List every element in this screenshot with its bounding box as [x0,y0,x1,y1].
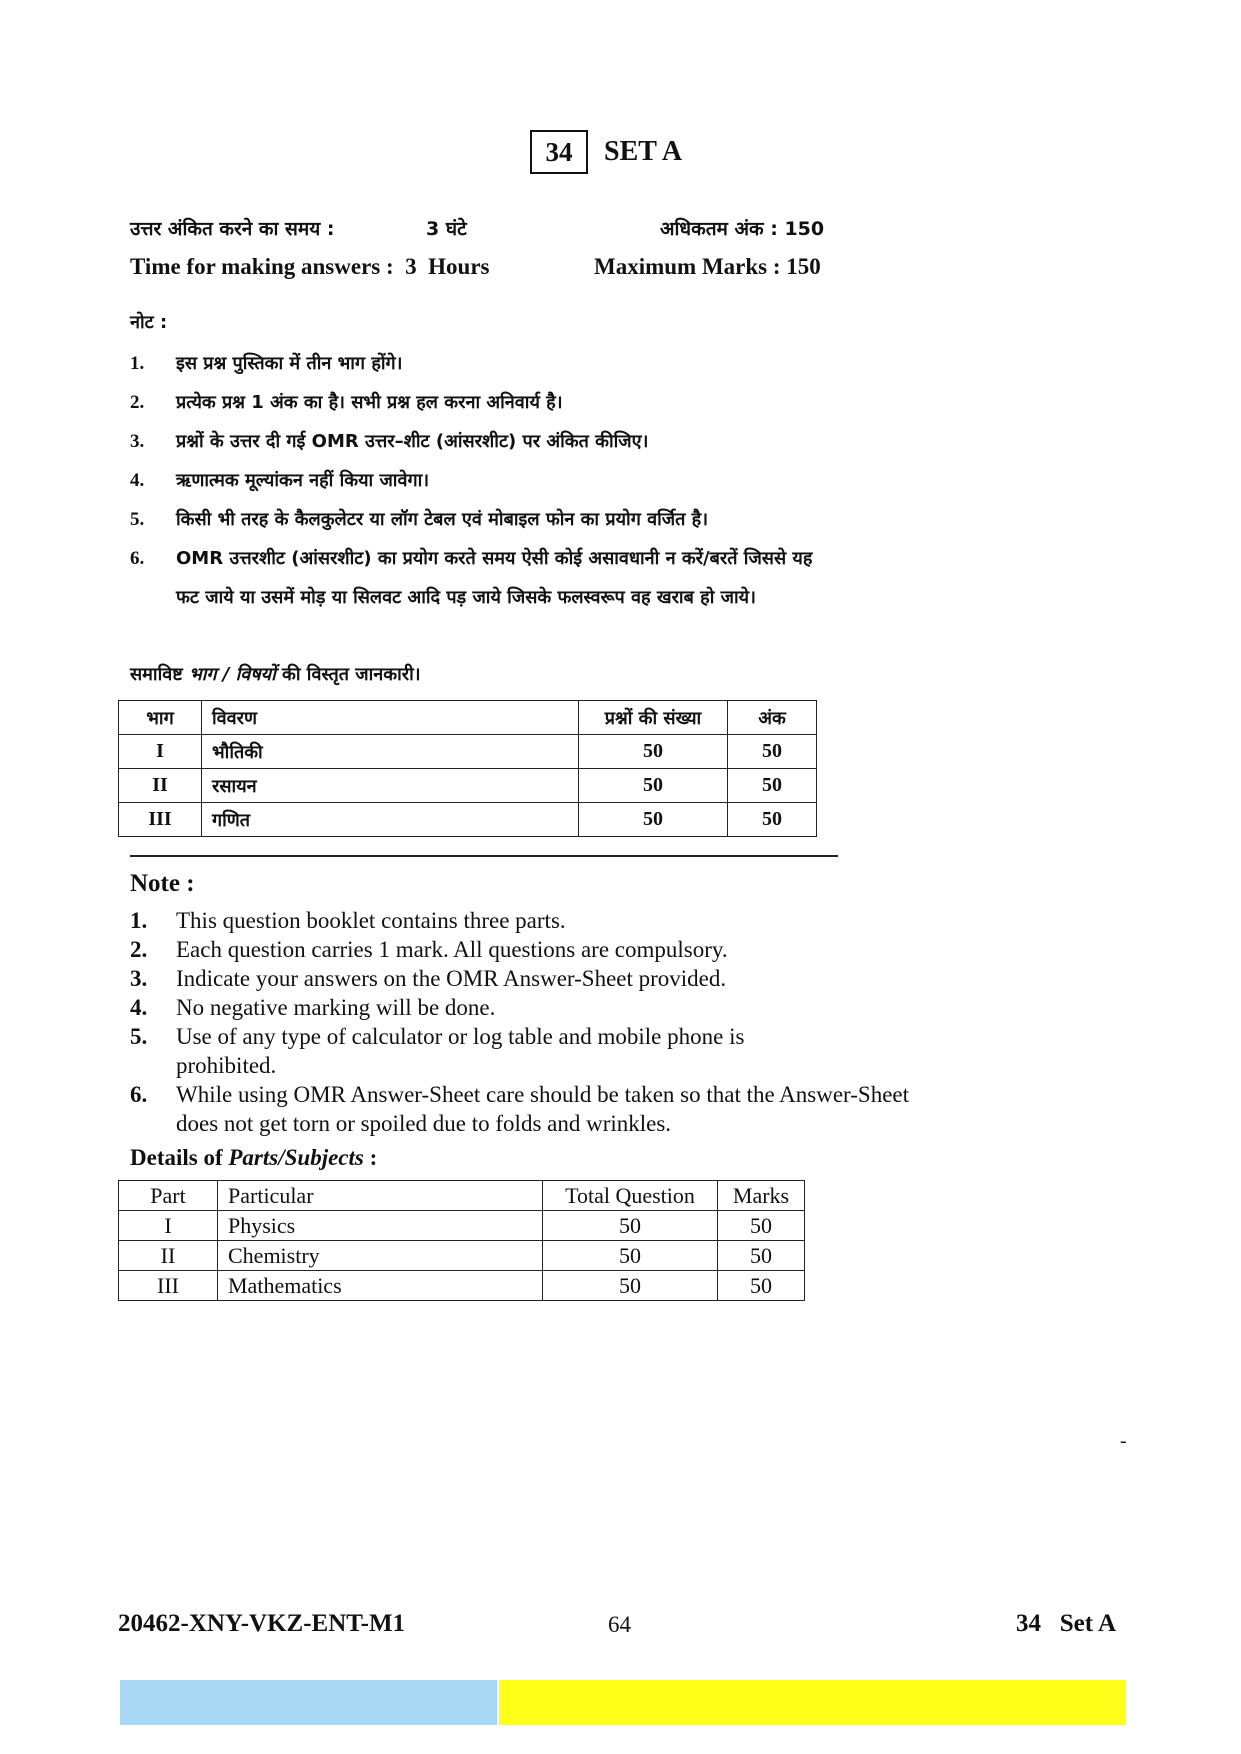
item-number: 4. [130,470,145,491]
cell-marks: 50 [728,803,817,837]
item-text: ऋणात्मक मूल्यांकन नहीं किया जावेगा। [176,470,430,491]
cell-marks: 50 [728,769,817,803]
item-text: Indicate your answers on the OMR Answer-Sheet provided. [176,966,727,991]
table-header-row [119,1181,805,1211]
item-text: किसी भी तरह के कैलकुलेटर या लॉग टेबल एवं मोबाइल फोन का प्रयोग वर्जित है। [176,509,709,530]
cell-questions: 50 [579,769,728,803]
hindi-max-marks: अधिकतम अंक : 150 [660,218,825,240]
item-number: 2. [130,937,148,962]
item-text: No negative marking will be done. [176,995,496,1020]
list-item [130,993,950,1022]
list-item [130,383,890,422]
footer-set-label: 34 Set A [1016,1610,1116,1637]
footer-yellow-band [499,1680,1125,1725]
list-item [130,539,890,617]
cell-total-question: 50 [543,1211,718,1241]
cell-part: II [119,1241,218,1271]
english-subjects-table [118,1180,805,1301]
table-row [119,1271,805,1301]
hindi-note-title: नोट : [130,312,168,333]
header-particular: विवरण [202,701,579,735]
hindi-time-value: 3 घंटे [426,218,467,240]
item-number: 5. [130,509,145,530]
item-text: While using OMR Answer-Sheet care should be taken so that the Answer-Sheet does not get torn or spoiled due to folds and wrinkles. [176,1082,910,1136]
table-row [119,735,817,769]
cell-part: II [119,769,202,803]
header-part: Part [119,1181,218,1211]
item-number: 1. [130,353,145,374]
item-number: 3. [130,431,145,452]
english-note-title: Note : [130,870,195,897]
header-questions: प्रश्नों की संख्या [579,701,728,735]
page-number: 64 [608,1612,631,1637]
cell-total-question: 50 [543,1241,718,1271]
section-divider [130,855,838,857]
title-suffix: की विस्तृत जानकारी। [275,664,421,685]
item-text: प्रत्येक प्रश्न 1 अंक का है। सभी प्रश्न हल करना अनिवार्य है। [176,392,563,413]
item-text: इस प्रश्न पुस्तिका में तीन भाग होंगे। [176,353,403,374]
english-max-marks: Maximum Marks : 150 [594,254,821,279]
list-item [130,935,950,964]
booklet-code: 20462-XNY-VKZ-ENT-M1 [118,1610,406,1637]
cell-part: I [119,1211,218,1241]
hindi-time-label: उत्तर अंकित करने का समय : [130,218,335,240]
hindi-subjects-table [118,700,817,837]
table-row [119,1241,805,1271]
title-prefix: Details of [130,1145,229,1170]
footer-blue-band [120,1680,497,1725]
list-item [130,500,890,539]
header-total-question: Total Question [543,1181,718,1211]
hindi-notes-list [130,344,890,617]
item-text: This question booklet contains three parts. [176,908,566,933]
list-item [130,1080,950,1138]
cell-part: I [119,735,202,769]
title-suffix: : [363,1145,378,1170]
item-text: Each question carries 1 mark. All questions are compulsory. [176,937,728,962]
item-number: 6. [130,1082,148,1107]
table-row [119,1211,805,1241]
list-item [130,1022,950,1080]
cell-marks: 50 [728,735,817,769]
list-item [130,964,950,993]
cell-marks: 50 [718,1211,805,1241]
table-row [119,769,817,803]
list-item [130,344,890,383]
set-title: SET A [604,136,683,167]
english-details-title [130,1145,377,1171]
list-item [130,906,950,935]
title-prefix: समाविष्ट [130,664,190,685]
item-number: 1. [130,908,148,933]
item-number: 6. [130,548,145,569]
header-particular: Particular [218,1181,543,1211]
cell-part: III [119,1271,218,1301]
cell-marks: 50 [718,1271,805,1301]
english-time: Time for making answers : 3 Hours [130,254,490,279]
item-number: 4. [130,995,148,1020]
cell-questions: 50 [579,803,728,837]
item-number: 3. [130,966,148,991]
cell-particular: भौतिकी [202,735,579,769]
hindi-details-title [130,662,421,686]
cell-marks: 50 [718,1241,805,1271]
paper-code-box: 34 [530,130,588,174]
item-text: प्रश्नों के उत्तर दी गई OMR उत्तर–शीट (आंसरशीट) पर अंकित कीजिए। [176,431,649,452]
item-number: 5. [130,1024,148,1049]
title-italic: Parts/Subjects [228,1145,364,1170]
cell-questions: 50 [579,735,728,769]
list-item [130,461,890,500]
cell-particular: रसायन [202,769,579,803]
header-part: भाग [119,701,202,735]
header-marks: अंक [728,701,817,735]
table-row [119,803,817,837]
cell-total-question: 50 [543,1271,718,1301]
title-italic: भाग / विषयों [189,664,276,685]
item-text: OMR उत्तरशीट (आंसरशीट) का प्रयोग करते समय ऐसी कोई असावधानी न करें/बरतें जिससे यह फट जाये या उसमें मोड़ या सिलवट आदि पड़ जाये जिसके फलस्वरूप वह खराब हो जाये। [176,548,813,608]
list-item [130,422,890,461]
item-number: 2. [130,392,145,413]
stray-mark: - [1120,1430,1127,1452]
cell-particular: Physics [218,1211,543,1241]
cell-particular: Chemistry [218,1241,543,1271]
english-notes-list [130,906,950,1138]
item-text: Use of any type of calculator or log table and mobile phone is prohibited. [176,1024,745,1078]
cell-particular: गणित [202,803,579,837]
table-header-row [119,701,817,735]
header-marks: Marks [718,1181,805,1211]
cell-particular: Mathematics [218,1271,543,1301]
cell-part: III [119,803,202,837]
